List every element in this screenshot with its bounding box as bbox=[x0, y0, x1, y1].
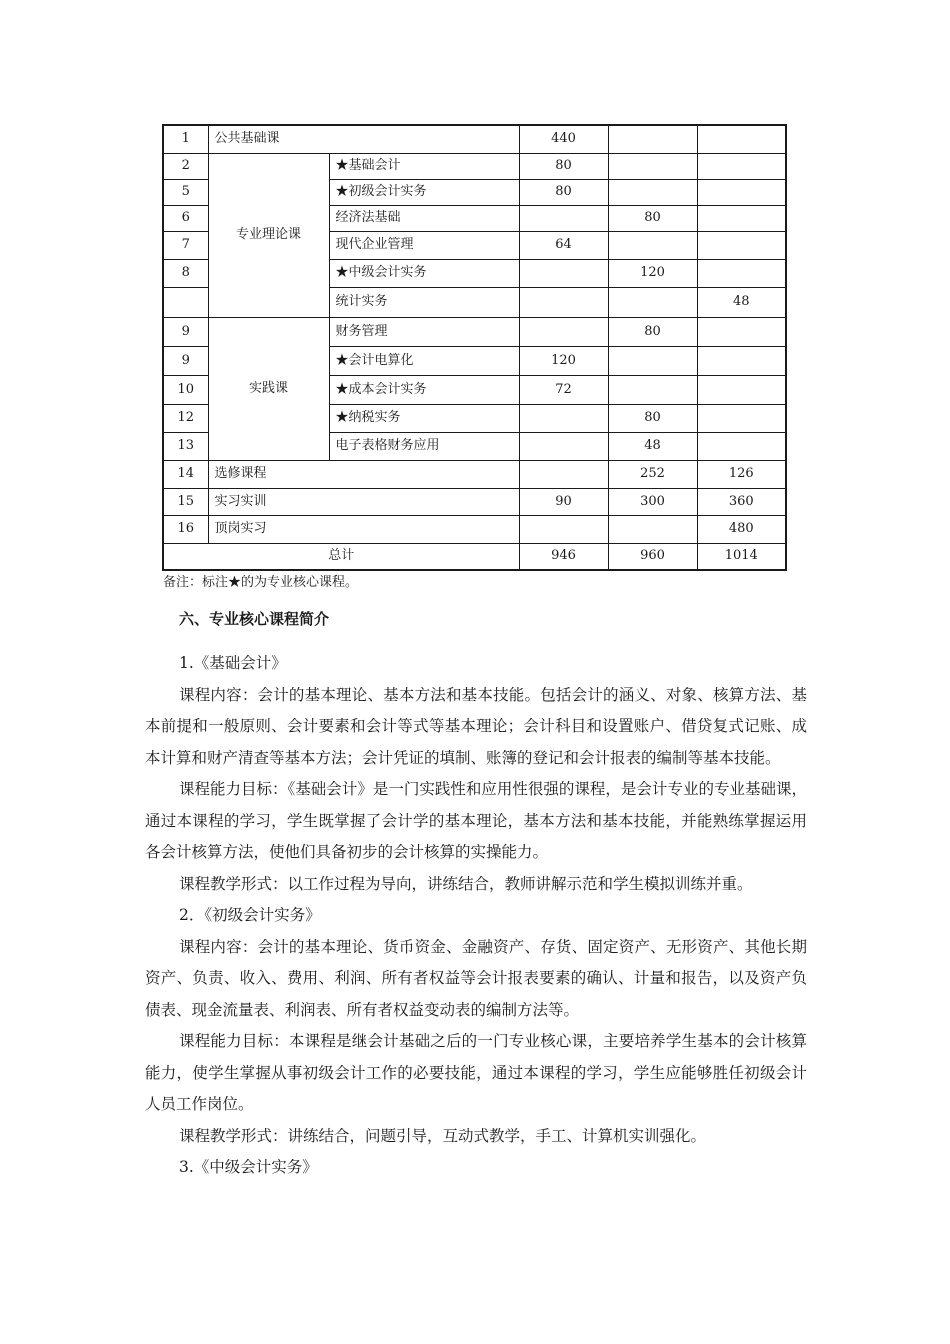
course-name: 电子表格财务应用 bbox=[329, 432, 519, 460]
hours-cell bbox=[697, 432, 786, 460]
hours-cell bbox=[519, 515, 608, 543]
paragraph: 课程内容：会计的基本理论、基本方法和基本技能。包括会计的涵义、对象、核算方法、基本前提和一般原则、会计要素和会计等式等基本理论；会计科目和设置账户、借贷复式记账、成本计算和财产清查等基本方法；会计凭证的填制、账簿的登记和会计报表的编制等基本技能。 bbox=[145, 685, 807, 767]
row-number: 13 bbox=[163, 432, 208, 460]
course-hours-table bbox=[162, 124, 787, 571]
table-row bbox=[163, 488, 786, 515]
row-number: 16 bbox=[163, 515, 208, 543]
row-number: 12 bbox=[163, 404, 208, 432]
hours-cell bbox=[519, 205, 608, 231]
course-name: ★成本会计实务 bbox=[329, 375, 519, 404]
hours-cell bbox=[519, 259, 608, 287]
hours-cell bbox=[697, 317, 786, 346]
hours-cell bbox=[697, 205, 786, 231]
hours-cell: 80 bbox=[519, 153, 608, 179]
row-number: 2 bbox=[163, 153, 208, 179]
table-row bbox=[163, 125, 786, 153]
hours-cell bbox=[608, 125, 697, 153]
group-label-practice: 实践课 bbox=[208, 317, 329, 460]
row-number: 6 bbox=[163, 205, 208, 231]
hours-cell bbox=[697, 179, 786, 205]
hours-cell bbox=[608, 153, 697, 179]
hours-cell bbox=[608, 287, 697, 317]
table-row bbox=[163, 460, 786, 488]
paragraph: 课程内容：会计的基本理论、货币资金、金融资产、存货、固定资产、无形资产、其他长期资产、负责、收入、费用、利润、所有者权益等会计报表要素的确认、计量和报告，以及资产负债表、现金流量表、利润表、所有者权益变动表的编制方法等。 bbox=[145, 937, 807, 1019]
course-category: 实习实训 bbox=[208, 488, 519, 515]
table-row bbox=[163, 153, 786, 179]
hours-cell: 252 bbox=[608, 460, 697, 488]
section-heading: 六、专业核心课程简介 bbox=[179, 610, 330, 628]
course-category: 顶岗实习 bbox=[208, 515, 519, 543]
row-number: 9 bbox=[163, 317, 208, 346]
row-number: 8 bbox=[163, 259, 208, 287]
hours-cell bbox=[608, 515, 697, 543]
hours-cell: 80 bbox=[519, 179, 608, 205]
total-label: 总计 bbox=[163, 543, 519, 570]
hours-cell: 440 bbox=[519, 125, 608, 153]
row-number: 9 bbox=[163, 346, 208, 375]
hours-cell: 480 bbox=[697, 515, 786, 543]
hours-cell: 64 bbox=[519, 231, 608, 259]
course-category: 选修课程 bbox=[208, 460, 519, 488]
total-cell: 960 bbox=[608, 543, 697, 570]
course-title: 2．《初级会计实务》 bbox=[179, 906, 321, 924]
hours-cell bbox=[519, 460, 608, 488]
hours-cell: 80 bbox=[608, 205, 697, 231]
row-number: 7 bbox=[163, 231, 208, 259]
table-total-row bbox=[163, 543, 786, 570]
table-note: 备注：标注★的为专业核心课程。 bbox=[163, 575, 359, 590]
hours-cell bbox=[697, 125, 786, 153]
group-label-theory: 专业理论课 bbox=[208, 153, 329, 317]
hours-cell: 72 bbox=[519, 375, 608, 404]
hours-cell: 120 bbox=[519, 346, 608, 375]
hours-cell bbox=[519, 432, 608, 460]
hours-cell bbox=[608, 179, 697, 205]
row-number: 1 bbox=[163, 125, 208, 153]
paragraph: 课程教学形式：以工作过程为导向，讲练结合，教师讲解示范和学生模拟训练并重。 bbox=[179, 874, 753, 893]
course-title: 1.《基础会计》 bbox=[179, 654, 287, 672]
row-number bbox=[163, 287, 208, 317]
hours-cell bbox=[519, 404, 608, 432]
hours-cell bbox=[697, 375, 786, 404]
paragraph: 课程能力目标：本课程是继会计基础之后的一门专业核心课，主要培养学生基本的会计核算能力，使学生掌握从事初级会计工作的必要技能，通过本课程的学习，学生应能够胜任初级会计人员工作岗位。 bbox=[145, 1032, 807, 1113]
table-row bbox=[163, 317, 786, 346]
course-introductions bbox=[145, 648, 807, 1184]
hours-cell: 120 bbox=[608, 259, 697, 287]
course-name: 经济法基础 bbox=[329, 205, 519, 231]
row-number: 14 bbox=[163, 460, 208, 488]
course-name: 统计实务 bbox=[329, 287, 519, 317]
hours-cell bbox=[697, 346, 786, 375]
hours-cell bbox=[697, 259, 786, 287]
paragraph: 课程能力目标：《基础会计》是一门实践性和应用性很强的课程，是会计专业的专业基础课，通过本课程的学习，学生既掌握了会计学的基本理论，基本方法和基本技能，并能熟练掌握运用各会计核算方法，使他们具备初步的会计核算的实操能力。 bbox=[145, 780, 807, 861]
hours-cell bbox=[608, 231, 697, 259]
row-number: 10 bbox=[163, 375, 208, 404]
course-name: ★初级会计实务 bbox=[329, 179, 519, 205]
hours-cell bbox=[697, 404, 786, 432]
row-number: 15 bbox=[163, 488, 208, 515]
hours-cell: 48 bbox=[608, 432, 697, 460]
hours-cell: 90 bbox=[519, 488, 608, 515]
course-name: ★基础会计 bbox=[329, 153, 519, 179]
hours-cell: 80 bbox=[608, 317, 697, 346]
course-name: 现代企业管理 bbox=[329, 231, 519, 259]
total-cell: 1014 bbox=[697, 543, 786, 570]
hours-cell: 300 bbox=[608, 488, 697, 515]
course-category: 公共基础课 bbox=[208, 125, 519, 153]
hours-cell: 80 bbox=[608, 404, 697, 432]
course-title: 3.《中级会计实务》 bbox=[179, 1158, 318, 1176]
hours-cell bbox=[519, 317, 608, 346]
hours-cell: 126 bbox=[697, 460, 786, 488]
hours-cell bbox=[697, 153, 786, 179]
hours-cell bbox=[697, 231, 786, 259]
hours-cell bbox=[519, 287, 608, 317]
course-name: 财务管理 bbox=[329, 317, 519, 346]
row-number: 5 bbox=[163, 179, 208, 205]
hours-cell bbox=[608, 346, 697, 375]
hours-cell: 48 bbox=[697, 287, 786, 317]
course-name: ★中级会计实务 bbox=[329, 259, 519, 287]
paragraph: 课程教学形式：讲练结合，问题引导，互动式教学，手工、计算机实训强化。 bbox=[179, 1126, 707, 1145]
course-name: ★纳税实务 bbox=[329, 404, 519, 432]
hours-cell: 360 bbox=[697, 488, 786, 515]
course-name: ★会计电算化 bbox=[329, 346, 519, 375]
hours-cell bbox=[608, 375, 697, 404]
total-cell: 946 bbox=[519, 543, 608, 570]
table-row bbox=[163, 515, 786, 543]
